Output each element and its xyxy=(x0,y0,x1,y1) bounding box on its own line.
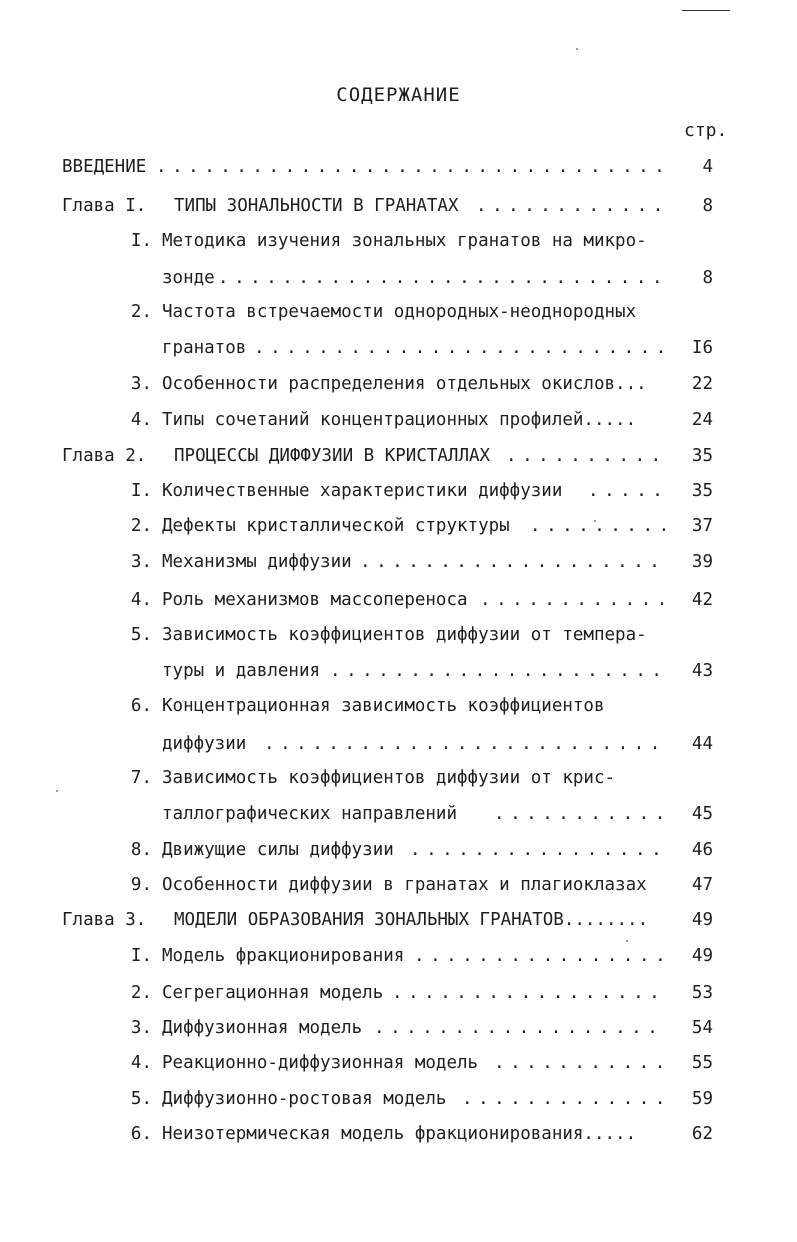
section-number: 3. xyxy=(130,552,152,572)
chapter-title: МОДЕЛИ ОБРАЗОВАНИЯ ЗОНАЛЬНЫХ ГРАНАТОВ........ xyxy=(174,910,649,930)
toc-section-2-7-cont xyxy=(0,801,797,827)
toc-section-3-2 xyxy=(0,980,797,1006)
toc-section-3-1 xyxy=(0,943,797,969)
section-title-cont: диффузии xyxy=(162,734,247,754)
section-number: 7. xyxy=(130,768,152,788)
section-number: 4. xyxy=(130,410,152,430)
toc-page-number: 8 xyxy=(702,196,713,216)
toc-section-1-2-cont xyxy=(0,335,797,361)
section-number: 6. xyxy=(130,696,152,716)
toc-section-2-5 xyxy=(0,622,797,648)
toc-page-number: 4 xyxy=(702,157,713,177)
dot-leader xyxy=(374,1015,666,1041)
section-number: 3. xyxy=(130,374,152,394)
section-title: Реакционно-диффузионная модель xyxy=(162,1053,479,1073)
toc-page-number: 44 xyxy=(691,734,713,754)
toc-page-number: 55 xyxy=(691,1053,713,1073)
toc-section-2-5-cont xyxy=(0,658,797,684)
dot-leader xyxy=(480,587,666,613)
section-number: 4. xyxy=(130,1053,152,1073)
toc-page-number: 59 xyxy=(691,1089,713,1109)
section-number: 9. xyxy=(130,875,152,895)
section-title: Количественные характеристики диффузии xyxy=(162,481,563,501)
section-title: Сегрегационная модель xyxy=(162,983,384,1003)
toc-page-number: I6 xyxy=(691,338,713,358)
section-number: 8. xyxy=(130,840,152,860)
toc-page-number: 42 xyxy=(691,590,713,610)
section-title: Движущие силы диффузии xyxy=(162,840,394,860)
section-number: 2. xyxy=(130,516,152,536)
dot-leader xyxy=(530,513,666,539)
dot-leader xyxy=(462,1086,666,1112)
toc-page-number: 54 xyxy=(691,1018,713,1038)
dot-leader xyxy=(506,443,666,469)
toc-page-number: 24 xyxy=(691,410,713,430)
section-number: 3. xyxy=(130,1018,152,1038)
section-title-cont: туры и давления xyxy=(162,661,321,681)
section-title: Зависимость коэффициентов диффузии от крис- xyxy=(162,768,616,788)
toc-section-3-6 xyxy=(0,1121,797,1147)
scan-speck xyxy=(56,790,58,792)
dot-leader xyxy=(360,549,666,575)
section-title: Зависимость коэффициентов диффузии от темпера- xyxy=(162,625,647,645)
section-number: 5. xyxy=(130,1089,152,1109)
toc-page-number: 35 xyxy=(691,446,713,466)
toc-section-2-1 xyxy=(0,478,797,504)
section-title: Дефекты кристаллической структуры xyxy=(162,516,510,536)
dot-leader xyxy=(414,943,666,969)
section-number: I. xyxy=(130,946,152,966)
toc-page-number: 49 xyxy=(691,910,713,930)
dot-leader xyxy=(494,1050,666,1076)
section-title: Диффузионная модель xyxy=(162,1018,363,1038)
page-column-label: стр. xyxy=(684,120,728,141)
toc-page-number: 8 xyxy=(702,268,713,288)
toc-page-number: 35 xyxy=(691,481,713,501)
section-title: Методика изучения зональных гранатов на микро- xyxy=(162,231,647,251)
chapter-title: ПРОЦЕССЫ ДИФФУЗИИ В КРИСТАЛЛАХ xyxy=(174,446,491,466)
dot-leader xyxy=(264,731,666,757)
toc-page-number: 46 xyxy=(691,840,713,860)
toc-page-number: 49 xyxy=(691,946,713,966)
chapter-label: Глава I. xyxy=(62,196,147,216)
section-number: 2. xyxy=(130,983,152,1003)
toc-section-2-6 xyxy=(0,693,797,719)
dot-leader xyxy=(254,335,666,361)
toc-entry-title: ВВЕДЕНИЕ xyxy=(62,157,147,177)
toc-chapter-3 xyxy=(0,907,797,933)
toc-page-number: 43 xyxy=(691,661,713,681)
toc-entry-intro xyxy=(0,154,797,180)
dot-leader xyxy=(476,193,666,219)
toc-page-number: 62 xyxy=(691,1124,713,1144)
toc-section-1-1-cont xyxy=(0,265,797,291)
toc-section-1-1 xyxy=(0,228,797,254)
section-title: Механизмы диффузии xyxy=(162,552,352,572)
section-number: I. xyxy=(130,481,152,501)
dot-leader xyxy=(392,980,666,1006)
toc-chapter-1 xyxy=(0,193,797,219)
dot-leader xyxy=(588,478,666,504)
toc-section-2-4 xyxy=(0,587,797,613)
toc-chapter-2 xyxy=(0,443,797,469)
section-title: Частота встречаемости однородных-неоднородных xyxy=(162,302,637,322)
toc-section-1-3 xyxy=(0,371,797,397)
section-title: Модель фракционирования xyxy=(162,946,405,966)
top-rule xyxy=(682,10,730,11)
toc-section-2-6-cont xyxy=(0,731,797,757)
toc-section-2-3 xyxy=(0,549,797,575)
dot-leader xyxy=(156,154,666,180)
toc-section-1-4 xyxy=(0,407,797,433)
section-title: Неизотермическая модель фракционирования..... xyxy=(162,1124,637,1144)
toc-page-number: 45 xyxy=(691,804,713,824)
section-title-cont: зонде xyxy=(162,268,215,288)
section-number: 4. xyxy=(130,590,152,610)
section-number: I. xyxy=(130,231,152,251)
section-title: Особенности распределения отдельных окислов... xyxy=(162,374,647,394)
dot-leader xyxy=(494,801,666,827)
dot-leader xyxy=(330,658,666,684)
chapter-title: ТИПЫ ЗОНАЛЬНОСТИ В ГРАНАТАХ xyxy=(174,196,459,216)
section-title: Диффузионно-ростовая модель xyxy=(162,1089,447,1109)
toc-section-3-4 xyxy=(0,1050,797,1076)
section-title: Типы сочетаний концентрационных профилей..... xyxy=(162,410,637,430)
toc-section-3-3 xyxy=(0,1015,797,1041)
page-title: СОДЕРЖАНИЕ xyxy=(336,84,461,106)
section-number: 2. xyxy=(130,302,152,322)
toc-section-2-8 xyxy=(0,837,797,863)
chapter-label: Глава 2. xyxy=(62,446,147,466)
toc-section-2-9 xyxy=(0,872,797,898)
scan-speck xyxy=(626,940,628,942)
chapter-label: Глава 3. xyxy=(62,910,147,930)
section-number: 5. xyxy=(130,625,152,645)
section-number: 6. xyxy=(130,1124,152,1144)
scan-speck xyxy=(594,520,596,522)
toc-page-number: 39 xyxy=(691,552,713,572)
toc-section-2-2 xyxy=(0,513,797,539)
section-title-cont: таллографических направлений xyxy=(162,804,458,824)
toc-page-number: 53 xyxy=(691,983,713,1003)
toc-section-1-2 xyxy=(0,299,797,325)
dot-leader xyxy=(218,265,666,291)
section-title-cont: гранатов xyxy=(162,338,247,358)
section-title: Роль механизмов массопереноса xyxy=(162,590,468,610)
scan-speck xyxy=(576,48,578,50)
toc-section-3-5 xyxy=(0,1086,797,1112)
toc-page-number: 47 xyxy=(691,875,713,895)
toc-page-number: 22 xyxy=(691,374,713,394)
toc-section-2-7 xyxy=(0,765,797,791)
section-title: Концентрационная зависимость коэффициентов xyxy=(162,696,605,716)
toc-page-number: 37 xyxy=(691,516,713,536)
section-title: Особенности диффузии в гранатах и плагиоклазах xyxy=(162,875,647,895)
dot-leader xyxy=(410,837,666,863)
